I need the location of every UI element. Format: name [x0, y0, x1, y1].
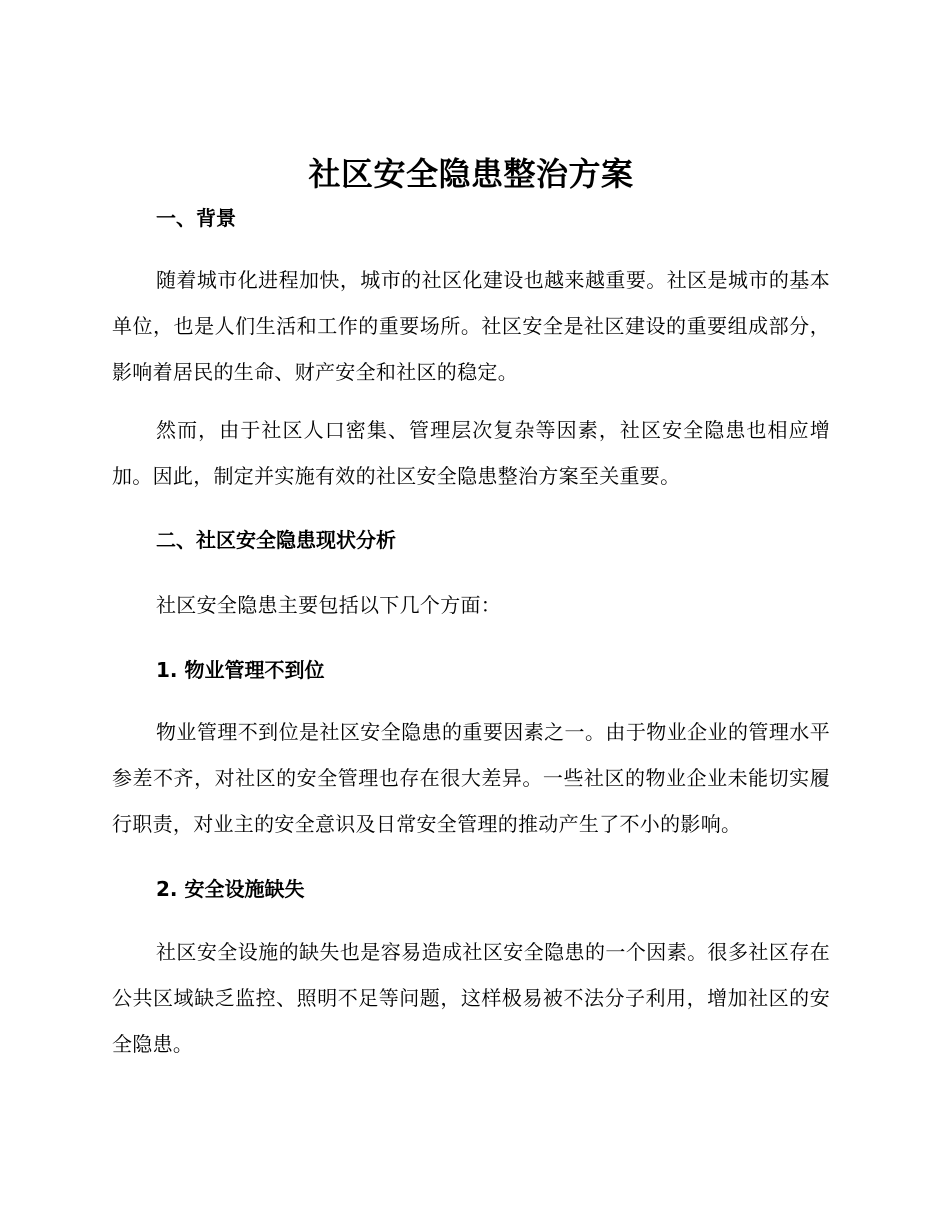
paragraph-analysis-intro: 社区安全隐患主要包括以下几个方面： [156, 593, 502, 617]
subheading-property-management: 1. 物业管理不到位 [156, 658, 325, 682]
section-heading-background: 一、背景 [156, 206, 236, 230]
section-heading-analysis: 二、社区安全隐患现状分析 [156, 528, 396, 552]
paragraph-background-2: 然而，由于社区人口密集、管理层次复杂等因素，社区安全隐患也相应增加。因此，制定并实施有效的社区安全隐患整治方案至关重要。 [112, 418, 830, 488]
paragraph-safety-facilities: 社区安全设施的缺失也是容易造成社区安全隐患的一个因素。很多社区存在公共区域缺乏监控、照明不足等问题，这样极易被不法分子利用，增加社区的安全隐患。 [112, 940, 830, 1056]
document-page [112, 150, 830, 1067]
paragraph-background-1: 随着城市化进程加快，城市的社区化建设也越来越重要。社区是城市的基本单位，也是人们生活和工作的重要场所。社区安全是社区建设的重要组成部分，影响着居民的生命、财产安全和社区的稳定。 [112, 268, 830, 384]
subheading-safety-facilities: 2. 安全设施缺失 [156, 877, 305, 901]
paragraph-property-management: 物业管理不到位是社区安全隐患的重要因素之一。由于物业企业的管理水平参差不齐，对社区的安全管理也存在很大差异。一些社区的物业企业未能切实履行职责，对业主的安全意识及日常安全管理的推动产生了不小的影响。 [112, 720, 830, 836]
document-title: 社区安全隐患整治方案 [308, 155, 634, 193]
